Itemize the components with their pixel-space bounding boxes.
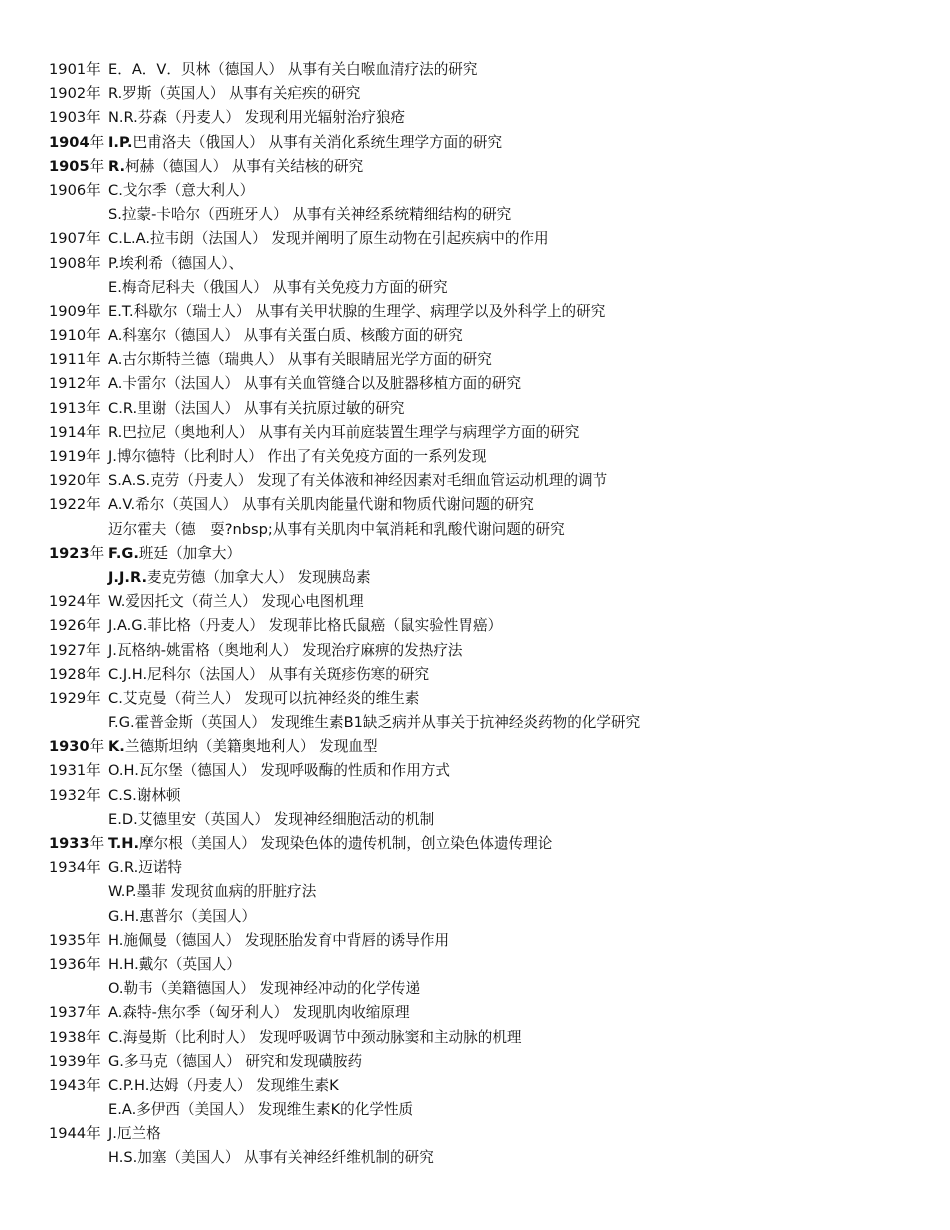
entry-text: 芬森（丹麦人） 发现利用光辐射治疗狼疮 — [137, 109, 406, 127]
entry-year-suffix: 年 — [86, 375, 101, 393]
entry-text: 兰德斯坦纳（美籍奥地利人） 发现血型 — [124, 738, 378, 756]
entry-year — [49, 542, 108, 566]
entry-year-number: 1937 — [49, 1004, 87, 1022]
entry-year — [49, 445, 108, 469]
entry-name-initials: H. — [108, 931, 124, 949]
entry-line — [49, 324, 929, 348]
entry-line — [49, 711, 929, 735]
entry-content — [108, 1098, 413, 1122]
entry-text: 艾德里安（英国人） 发现神经细胞活动的机制 — [137, 810, 435, 828]
entry-line — [49, 58, 929, 82]
entry-year-number: 1927 — [49, 641, 87, 659]
entry-year-suffix: 年 — [86, 1052, 101, 1070]
entry-text: 班廷（加拿大） — [138, 544, 242, 562]
entry-name-initials: E.T. — [108, 302, 134, 320]
entry-content — [108, 300, 605, 324]
entry-line — [49, 735, 929, 759]
entry-line — [49, 856, 929, 880]
entry-year-number: 1944 — [49, 1125, 87, 1143]
entry-text: 巴拉尼（奥地利人） 从事有关内耳前庭装置生理学与病理学方面的研究 — [122, 423, 580, 441]
entry-text: 罗斯（英国人） 从事有关疟疾的研究 — [122, 85, 361, 103]
entry-line — [49, 1122, 929, 1146]
entry-text: 戴尔（英国人） — [138, 955, 241, 973]
entry-name-initials: E.D. — [108, 810, 138, 828]
entry-year-suffix: 年 — [89, 544, 105, 562]
entry-line — [49, 227, 929, 251]
entry-text: 古尔斯特兰德（瑞典人） 从事有关眼睛屈光学方面的研究 — [122, 351, 492, 369]
entry-content — [108, 1001, 410, 1025]
entry-name-initials: W. — [108, 593, 126, 611]
entry-name-initials: R. — [108, 157, 126, 175]
entry-name-initials: A. — [108, 1004, 123, 1022]
entry-content — [108, 711, 640, 735]
entry-line — [49, 445, 929, 469]
entry-line — [49, 106, 929, 130]
entry-year-number: 1935 — [49, 931, 87, 949]
entry-year-number: 1939 — [49, 1052, 87, 1070]
entry-line — [49, 1146, 929, 1170]
entry-text: 科歇尔（瑞士人） 从事有关甲状腺的生理学、病理学以及外科学上的研究 — [133, 302, 606, 320]
entry-line — [49, 493, 929, 517]
entry-name-initials: E．A．V． — [108, 61, 181, 78]
entry-text: 里谢（法国人） 从事有关抗原过敏的研究 — [137, 399, 405, 417]
entry-content — [108, 856, 182, 880]
entry-name-initials: R. — [108, 85, 123, 103]
entry-year-number: 1919 — [49, 448, 87, 465]
entry-year — [49, 735, 108, 759]
entry-line — [49, 348, 929, 372]
entry-name-initials: H.S. — [108, 1149, 138, 1167]
entry-content — [108, 759, 450, 783]
entry-content — [108, 832, 552, 856]
entry-text: 墨菲 发现贫血病的肝脏疗法 — [136, 883, 317, 901]
entry-name-initials: I.P. — [108, 133, 133, 151]
entry-text: 海曼斯（比利时人） 发现呼吸调节中颈动脉窦和主动脉的机理 — [122, 1028, 522, 1046]
entry-year-number: 1943 — [49, 1076, 87, 1094]
entry-text: 森特-焦尔季（匈牙利人） 发现肌肉收缩原理 — [122, 1004, 410, 1022]
entry-content — [108, 493, 534, 517]
entry-year-number: 1909 — [49, 302, 87, 320]
entry-year-number: 1904 — [49, 133, 90, 151]
entry-line — [49, 880, 929, 904]
entry-text: 厄兰格 — [116, 1125, 161, 1143]
entry-content — [108, 1050, 362, 1074]
entry-name-initials: N.R. — [108, 109, 138, 127]
entry-year — [49, 929, 108, 953]
entry-text: 霍普金斯（英国人） 发现维生素B1缺乏病并从事关于抗神经炎药物的化学研究 — [134, 714, 641, 732]
entry-year — [49, 469, 108, 493]
entry-year-number: 1912 — [49, 375, 87, 393]
entry-name-initials: J. — [108, 1125, 117, 1143]
entry-line — [49, 252, 929, 276]
entry-content — [108, 348, 492, 372]
entry-line — [49, 469, 929, 493]
entry-name-initials: F.G. — [108, 714, 135, 732]
entry-name-initials: A. — [108, 375, 123, 393]
entry-content — [108, 252, 243, 276]
entry-year-number: 1933 — [49, 835, 90, 852]
entry-content — [108, 58, 478, 82]
entry-text: 勒韦（美籍德国人） 发现神经冲动的化学传递 — [123, 980, 421, 998]
entry-year-suffix: 年 — [86, 1004, 101, 1022]
entry-line — [49, 82, 929, 106]
entry-content — [108, 1122, 161, 1146]
entry-name-initials: G.R. — [108, 859, 139, 877]
entry-year-number: 1926 — [49, 617, 87, 635]
entry-text: 巴甫洛夫（俄国人） 从事有关消化系统生理学方面的研究 — [132, 133, 503, 151]
entry-content — [108, 977, 420, 1001]
entry-content — [108, 106, 405, 130]
entry-year — [49, 663, 108, 687]
entry-line — [49, 1074, 929, 1098]
entry-year-suffix: 年 — [86, 399, 101, 417]
entry-line — [49, 566, 929, 590]
entry-name-initials: J.A.G. — [108, 617, 148, 635]
entry-line — [49, 203, 929, 227]
entry-name-initials: A.V. — [108, 496, 136, 514]
entry-content — [108, 518, 565, 542]
entry-year — [49, 832, 108, 856]
entry-name-initials: C.R. — [108, 399, 138, 417]
entry-content — [108, 808, 434, 832]
entry-line — [49, 614, 929, 638]
entry-line — [49, 687, 929, 711]
entry-text: 瓦格纳-姚雷格（奥地利人） 发现治疗麻痹的发热疗法 — [116, 641, 463, 659]
entry-line — [49, 155, 929, 179]
entry-line — [49, 639, 929, 663]
entry-line — [49, 808, 929, 832]
entry-name-initials: K. — [108, 738, 125, 756]
entry-name-initials: O. — [108, 980, 124, 998]
entry-name-initials: E. — [108, 278, 122, 296]
entry-year — [49, 1001, 108, 1025]
entry-name-initials: C. — [108, 689, 123, 707]
entry-content — [108, 905, 256, 929]
entry-line — [49, 179, 929, 203]
entry-year-suffix: 年 — [86, 1125, 101, 1143]
entry-year-number: 1929 — [49, 689, 87, 707]
entry-year-suffix: 年 — [86, 61, 101, 78]
entry-content — [108, 687, 419, 711]
entry-year-number: 1910 — [49, 327, 87, 345]
entry-content — [108, 590, 364, 614]
entry-year-suffix: 年 — [86, 786, 101, 804]
entry-year-suffix: 年 — [86, 955, 101, 973]
entry-year — [49, 324, 108, 348]
entry-year — [49, 953, 108, 977]
entry-text: 迈尔霍夫（德 耍?nbsp;从事有关肌肉中氧消耗和乳酸代谢问题的研究 — [108, 520, 565, 538]
entry-year-suffix: 年 — [86, 665, 101, 683]
entry-line — [49, 397, 929, 421]
entry-content — [108, 1074, 339, 1098]
entry-name-initials: T.H. — [108, 835, 140, 852]
entry-text: 爱因托文（荷兰人） 发现心电图机理 — [125, 593, 364, 611]
entry-text: 谢林顿 — [136, 786, 181, 804]
entry-name-initials: J.J.R. — [108, 568, 147, 586]
entry-text: 达姆（丹麦人） 发现维生素K — [149, 1076, 339, 1094]
entry-content — [108, 227, 549, 251]
entry-name-initials: P. — [108, 254, 120, 272]
entry-year-suffix: 年 — [86, 423, 101, 441]
entry-year — [49, 372, 108, 396]
entry-year — [49, 227, 108, 251]
entry-content — [108, 155, 363, 179]
document-body — [49, 58, 929, 1171]
entry-content — [108, 397, 404, 421]
entry-content — [108, 929, 449, 953]
entry-year-suffix: 年 — [86, 254, 101, 272]
entry-name-initials: G.H. — [108, 907, 140, 925]
entry-text: 博尔德特（比利时人） 作出了有关免疫方面的一系列发现 — [116, 448, 487, 465]
entry-content — [108, 953, 241, 977]
entry-name-initials: E.A. — [108, 1101, 137, 1119]
entry-year-suffix: 年 — [86, 351, 101, 369]
entry-year-suffix: 年 — [86, 109, 101, 127]
entry-year — [49, 106, 108, 130]
entry-year-number: 1938 — [49, 1028, 87, 1046]
entry-text: 埃利希（德国人）、 — [119, 254, 244, 272]
entry-line — [49, 1098, 929, 1122]
entry-year-number: 1928 — [49, 665, 87, 683]
entry-year-number: 1922 — [49, 496, 87, 514]
entry-name-initials: C.L.A. — [108, 230, 150, 248]
entry-year-number: 1902 — [49, 85, 87, 103]
entry-text: 菲比格（丹麦人） 发现菲比格氏鼠癌（鼠实验性胃癌） — [147, 617, 503, 635]
entry-content — [108, 131, 502, 155]
entry-year — [49, 687, 108, 711]
entry-content — [108, 324, 463, 348]
entry-year-suffix: 年 — [86, 327, 101, 345]
entry-year — [49, 82, 108, 106]
entry-year-suffix: 年 — [86, 641, 101, 659]
entry-name-initials: G. — [108, 1052, 124, 1070]
entry-content — [108, 82, 360, 106]
entry-year-number: 1906 — [49, 181, 87, 199]
entry-name-initials: C.J.H. — [108, 665, 148, 683]
entry-line — [49, 300, 929, 324]
entry-name-initials: R. — [108, 423, 123, 441]
entry-line — [49, 421, 929, 445]
entry-year — [49, 397, 108, 421]
entry-text: 希尔（英国人） 从事有关肌肉能量代谢和物质代谢问题的研究 — [135, 496, 534, 514]
entry-name-initials: J. — [108, 448, 117, 465]
entry-text: 贝林（德国人） 从事有关白喉血清疗法的研究 — [180, 61, 478, 78]
entry-line — [49, 372, 929, 396]
entry-line — [49, 1001, 929, 1025]
entry-year-number: 1914 — [49, 423, 87, 441]
entry-year-number: 1930 — [49, 738, 90, 756]
entry-year-number: 1907 — [49, 230, 87, 248]
entry-text: 拉蒙-卡哈尔（西班牙人） 从事有关神经系统精细结构的研究 — [121, 206, 512, 224]
entry-year-number: 1903 — [49, 109, 87, 127]
entry-text: 多马克（德国人） 研究和发现磺胺药 — [123, 1052, 363, 1070]
entry-line — [49, 518, 929, 542]
entry-text: 瓦尔堡（德国人） 发现呼吸酶的性质和作用方式 — [138, 762, 451, 780]
entry-line — [49, 663, 929, 687]
entry-year-number: 1923 — [49, 544, 90, 562]
entry-year-suffix: 年 — [86, 181, 101, 199]
entry-content — [108, 1026, 522, 1050]
entry-year-suffix: 年 — [86, 931, 101, 949]
entry-text: 卡雷尔（法国人） 从事有关血管缝合以及脏器移植方面的研究 — [122, 375, 522, 393]
entry-year — [49, 179, 108, 203]
entry-content — [108, 735, 378, 759]
entry-text: 克劳（丹麦人） 发现了有关体液和神经因素对毛细血管运动机理的调节 — [150, 472, 608, 490]
entry-year-number: 1931 — [49, 762, 87, 780]
entry-text: 惠普尔（美国人） — [139, 907, 257, 925]
entry-text: 梅奇尼科夫（俄国人） 从事有关免疫力方面的研究 — [121, 278, 448, 296]
entry-year-number: 1924 — [49, 593, 87, 611]
entry-year — [49, 155, 108, 179]
entry-text: 拉韦朗（法国人） 发现并阐明了原生动物在引起疾病中的作用 — [149, 230, 549, 248]
entry-name-initials: S.A.S. — [108, 472, 151, 490]
entry-year-suffix: 年 — [89, 133, 105, 151]
entry-year-suffix: 年 — [89, 835, 105, 852]
entry-text: 迈诺特 — [138, 859, 183, 877]
entry-year — [49, 1050, 108, 1074]
entry-line — [49, 832, 929, 856]
entry-year — [49, 759, 108, 783]
entry-year-suffix: 年 — [86, 496, 101, 514]
entry-year-suffix: 年 — [86, 689, 101, 707]
entry-year-suffix: 年 — [86, 617, 101, 635]
entry-year — [49, 590, 108, 614]
entry-year-number: 1901 — [49, 61, 87, 78]
entry-content — [108, 784, 181, 808]
entry-year — [49, 1122, 108, 1146]
entry-line — [49, 1026, 929, 1050]
entry-content — [108, 203, 511, 227]
entry-content — [108, 639, 463, 663]
entry-line — [49, 759, 929, 783]
entry-year-number: 1905 — [49, 157, 90, 175]
entry-content — [108, 421, 579, 445]
entry-text: 戈尔季（意大利人） — [122, 181, 255, 199]
entry-year-suffix: 年 — [86, 762, 101, 780]
entry-name-initials: H.H. — [108, 955, 139, 973]
entry-content — [108, 179, 254, 203]
entry-year — [49, 493, 108, 517]
entry-year-suffix: 年 — [86, 1076, 101, 1094]
entry-name-initials: A. — [108, 351, 123, 369]
entry-line — [49, 1050, 929, 1074]
entry-year-number: 1908 — [49, 254, 87, 272]
entry-text: 施佩曼（德国人） 发现胚胎发育中背唇的诱导作用 — [123, 931, 450, 949]
entry-content — [108, 372, 521, 396]
entry-name-initials: A. — [108, 327, 123, 345]
entry-line — [49, 590, 929, 614]
entry-name-initials: O.H. — [108, 762, 139, 780]
entry-content — [108, 880, 316, 904]
entry-year-number: 1913 — [49, 399, 87, 417]
entry-content — [108, 276, 448, 300]
entry-name-initials: S. — [108, 206, 122, 224]
entry-year — [49, 300, 108, 324]
entry-line — [49, 977, 929, 1001]
entry-year — [49, 1074, 108, 1098]
entry-year — [49, 1026, 108, 1050]
entry-year — [49, 252, 108, 276]
entry-year — [49, 348, 108, 372]
entry-year-number: 1934 — [49, 859, 87, 877]
entry-text: 尼科尔（法国人） 从事有关斑疹伤寒的研究 — [147, 665, 430, 683]
entry-line — [49, 542, 929, 566]
entry-year-suffix: 年 — [89, 738, 105, 756]
entry-year-suffix: 年 — [86, 448, 101, 465]
entry-year-number: 1911 — [49, 351, 87, 369]
entry-year-number: 1936 — [49, 955, 87, 973]
entry-text: 多伊西（美国人） 发现维生素K的化学性质 — [136, 1101, 414, 1119]
entry-name-initials: C.S. — [108, 786, 137, 804]
entry-content — [108, 445, 486, 469]
entry-year — [49, 784, 108, 808]
entry-content — [108, 566, 371, 590]
entry-name-initials: C. — [108, 181, 123, 199]
entry-line — [49, 276, 929, 300]
entry-content — [108, 614, 502, 638]
entry-year — [49, 639, 108, 663]
entry-year-suffix: 年 — [86, 859, 101, 877]
entry-content — [108, 663, 429, 687]
entry-line — [49, 905, 929, 929]
entry-year — [49, 421, 108, 445]
entry-text: 加塞（美国人） 从事有关神经纤维机制的研究 — [137, 1149, 434, 1167]
entry-line — [49, 131, 929, 155]
entry-name-initials: F.G. — [108, 544, 139, 562]
entry-text: 柯赫（德国人） 从事有关结核的研究 — [125, 157, 364, 175]
entry-line — [49, 929, 929, 953]
entry-name-initials: C.P.H. — [108, 1076, 150, 1094]
entry-year-suffix: 年 — [86, 472, 101, 490]
entry-line — [49, 953, 929, 977]
entry-year — [49, 131, 108, 155]
entry-year-suffix: 年 — [86, 593, 101, 611]
entry-text: 麦克劳德（加拿大人） 发现胰岛素 — [147, 568, 371, 586]
entry-content — [108, 469, 607, 493]
entry-content — [108, 1146, 434, 1170]
entry-name-initials: C. — [108, 1028, 123, 1046]
entry-year-suffix: 年 — [86, 230, 101, 248]
entry-year — [49, 58, 108, 82]
entry-year-suffix: 年 — [86, 302, 101, 320]
entry-year-suffix: 年 — [86, 85, 101, 103]
entry-year-number: 1920 — [49, 472, 87, 490]
entry-year-number: 1932 — [49, 786, 87, 804]
entry-text: 摩尔根（美国人） 发现染色体的遗传机制，创立染色体遗传理论 — [139, 835, 553, 852]
entry-year — [49, 856, 108, 880]
entry-year-suffix: 年 — [89, 157, 105, 175]
entry-text: 艾克曼（荷兰人） 发现可以抗神经炎的维生素 — [122, 689, 420, 707]
entry-text: 科塞尔（德国人） 从事有关蛋白质、核酸方面的研究 — [122, 327, 463, 345]
entry-content — [108, 542, 241, 566]
entry-line — [49, 784, 929, 808]
entry-name-initials: W.P. — [108, 883, 137, 901]
entry-name-initials: J. — [108, 641, 117, 659]
entry-year-suffix: 年 — [86, 1028, 101, 1046]
entry-year — [49, 614, 108, 638]
